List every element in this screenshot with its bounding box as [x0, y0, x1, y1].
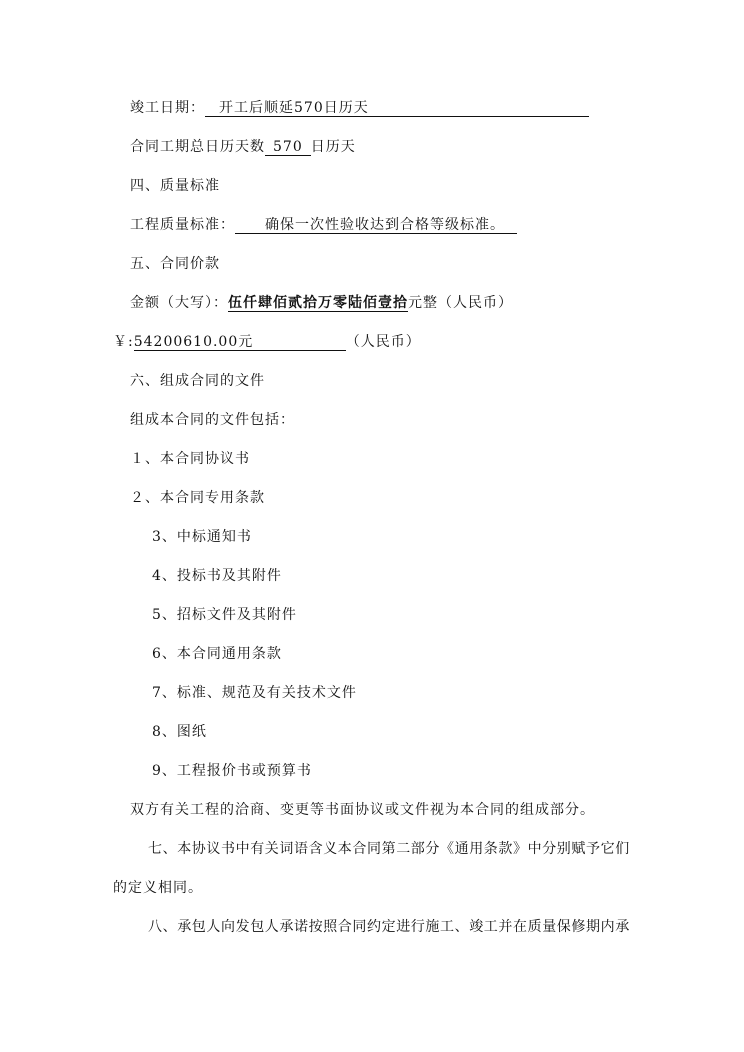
docs-note: 双方有关工程的洽商、变更等书面协议或文件视为本合同的组成部分。	[130, 802, 595, 818]
completion-date-label: 竣工日期：	[130, 100, 205, 116]
amount-lower-line	[113, 333, 421, 351]
section-6-title: 六、组成合同的文件	[130, 373, 265, 389]
total-days-label: 合同工期总日历天数	[130, 139, 265, 155]
total-days-unit: 日历天	[310, 139, 356, 155]
amount-upper-label: 金额（大写）：	[130, 295, 228, 311]
amount-lower-number: 54200610.00元	[133, 334, 254, 350]
completion-date-value	[205, 100, 589, 117]
doc-item-9: 9、工程报价书或预算书	[152, 763, 312, 779]
doc-item-2: ２、本合同专用条款	[130, 490, 265, 506]
total-days-number: 570	[273, 139, 303, 155]
doc-item-4: 4、投标书及其附件	[152, 568, 282, 584]
total-days-value	[265, 139, 311, 156]
quality-standard-line	[130, 216, 517, 234]
completion-date-text: 开工后顺延570日历天	[219, 100, 369, 116]
doc-item-3: 3、中标通知书	[152, 529, 252, 545]
section-7-line-1: 七、本协议书中有关词语含义本合同第二部分《通用条款》中分别赋予它们	[148, 841, 630, 857]
amount-lower-prefix: ￥:	[113, 334, 134, 350]
total-days-line	[130, 138, 356, 156]
section-7-line-2: 的定义相同。	[113, 880, 203, 896]
quality-standard-label: 工程质量标准：	[130, 217, 235, 233]
amount-lower-suffix: （人民币）	[345, 334, 421, 350]
section-8-line-1: 八、承包人向发包人承诺按照合同约定进行施工、竣工并在质量保修期内承	[148, 919, 630, 935]
doc-item-8: 8、图纸	[152, 724, 207, 740]
amount-lower-value	[134, 334, 346, 351]
amount-upper-suffix: 元整（人民币）	[408, 295, 513, 311]
docs-intro: 组成本合同的文件包括：	[130, 412, 295, 428]
section-4-title: 四、质量标准	[130, 178, 220, 194]
completion-date-line	[130, 99, 589, 117]
quality-standard-text: 确保一次性验收达到合格等级标准。	[265, 217, 505, 233]
doc-item-6: 6、本合同通用条款	[152, 646, 282, 662]
amount-upper-line	[130, 294, 513, 312]
amount-upper-value: 伍仟肆佰贰拾万零陆佰壹拾	[228, 295, 408, 311]
section-5-title: 五、合同价款	[130, 256, 220, 272]
quality-standard-value	[235, 217, 517, 234]
doc-item-5: 5、招标文件及其附件	[152, 607, 297, 623]
doc-item-7: 7、标准、规范及有关技术文件	[152, 685, 357, 701]
doc-item-1: １、本合同协议书	[130, 451, 250, 467]
